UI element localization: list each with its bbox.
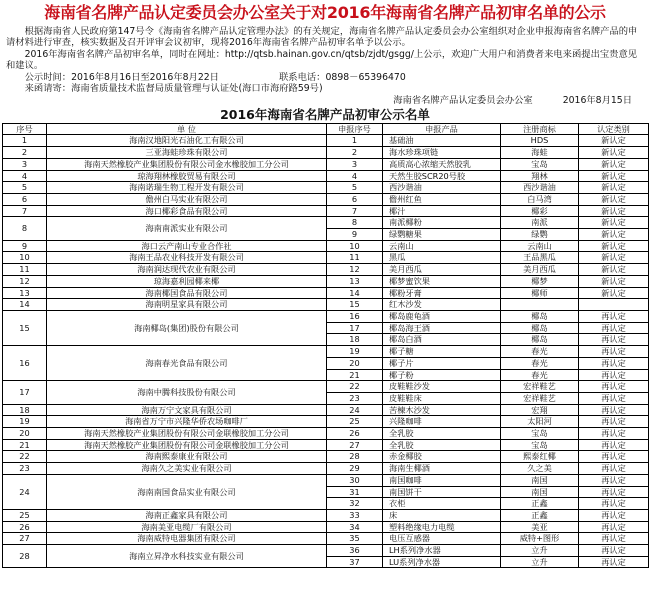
- header-company: 单 位: [47, 124, 327, 135]
- notice-period-value: 2016年8月16日至2016年8月22日: [71, 71, 219, 83]
- cell-product: LH系列净水器: [383, 545, 501, 557]
- cell-seq: 20: [3, 428, 47, 440]
- table-row: [3, 545, 649, 557]
- cell-brand: 西沙谐油: [501, 182, 579, 194]
- cell-app-no: 37: [327, 556, 383, 568]
- cell-company: 海南润达现代农业有限公司: [47, 264, 327, 276]
- cell-seq: 15: [3, 310, 47, 345]
- cell-app-no: 19: [327, 346, 383, 358]
- cell-app-no: 11: [327, 252, 383, 264]
- cell-seq: 12: [3, 275, 47, 287]
- cell-brand: 立升: [501, 556, 579, 568]
- cell-seq: 27: [3, 533, 47, 545]
- cell-seq: 3: [3, 158, 47, 170]
- cell-product: 椰粉牙膏: [383, 287, 501, 299]
- cell-category: 再认定: [579, 451, 649, 463]
- cell-product: 兴隆咖啡: [383, 416, 501, 428]
- cell-product: 南派椰粉: [383, 217, 501, 229]
- cell-app-no: 14: [327, 287, 383, 299]
- cell-company: 海南万宁文家具有限公司: [47, 404, 327, 416]
- cell-seq: 9: [3, 240, 47, 252]
- cell-app-no: 15: [327, 299, 383, 311]
- cell-app-no: 21: [327, 369, 383, 381]
- cell-brand: 椰彩: [501, 205, 579, 217]
- cell-seq: 21: [3, 439, 47, 451]
- cell-category: 再认定: [579, 556, 649, 568]
- cell-product: 西沙谐油: [383, 182, 501, 194]
- cell-product: 高质高心浓缩天然胶乳: [383, 158, 501, 170]
- cell-company: 儋州白马实业有限公司: [47, 193, 327, 205]
- header-product: 申报产品: [383, 124, 501, 135]
- cell-brand: 王品黑瓜: [501, 252, 579, 264]
- cell-category: 再认定: [579, 428, 649, 440]
- cell-category: 新认定: [579, 205, 649, 217]
- phone-label: 联系电话：: [278, 71, 326, 83]
- cell-product: 红木沙发: [383, 299, 501, 311]
- table-row: [3, 416, 649, 428]
- cell-category: 新认定: [579, 170, 649, 182]
- cell-brand: 宝岛: [501, 439, 579, 451]
- cell-seq: 5: [3, 182, 47, 194]
- cell-product: 绿鹦糖果: [383, 229, 501, 241]
- table-row: [3, 310, 649, 322]
- cell-company: 海口云产南山专业合作社: [47, 240, 327, 252]
- cell-category: 新认定: [579, 182, 649, 194]
- table-row: [3, 521, 649, 533]
- cell-category: 再认定: [579, 381, 649, 393]
- cell-category: 新认定: [579, 147, 649, 159]
- cell-seq: 19: [3, 416, 47, 428]
- cell-product: 椰岛白酒: [383, 334, 501, 346]
- issuer: 海南省名牌产品认定委员会办公室: [393, 95, 533, 107]
- cell-app-no: 18: [327, 334, 383, 346]
- cell-company: 海南天然橡胶产业集团股份有限公司金联橡胶加工分公司: [47, 428, 327, 440]
- cell-brand: 南派: [501, 217, 579, 229]
- cell-company: 海南威特电器集团有限公司: [47, 533, 327, 545]
- cell-app-no: 6: [327, 193, 383, 205]
- cell-brand: 云南山: [501, 240, 579, 252]
- cell-brand: 宏祥鞋艺: [501, 381, 579, 393]
- cell-seq: 18: [3, 404, 47, 416]
- header-seq: 序号: [3, 124, 47, 135]
- cell-product: 全乳胶: [383, 428, 501, 440]
- cell-app-no: 29: [327, 463, 383, 475]
- cell-category: 再认定: [579, 509, 649, 521]
- cell-brand: [501, 299, 579, 311]
- headline: 海南省名牌产品认定委员会办公室关于对2016年海南省名牌产品初审名单的公示: [44, 3, 606, 22]
- cell-company: 海南春光食品有限公司: [47, 346, 327, 381]
- cell-seq: 16: [3, 346, 47, 381]
- cell-brand: 南国: [501, 474, 579, 486]
- cell-company: 琼海嘉利园椰来椰: [47, 275, 327, 287]
- cell-category: 再认定: [579, 486, 649, 498]
- table-row: [3, 533, 649, 545]
- notice-period-line: [6, 72, 644, 83]
- cell-brand: 春光: [501, 357, 579, 369]
- cell-company: 海口椰彩食品有限公司: [47, 205, 327, 217]
- cell-category: 新认定: [579, 275, 649, 287]
- cell-brand: 宏翔: [501, 404, 579, 416]
- cell-category: 新认定: [579, 158, 649, 170]
- cell-company: 海南南派实业有限公司: [47, 217, 327, 240]
- cell-brand: 宝岛: [501, 428, 579, 440]
- cell-category: 再认定: [579, 439, 649, 451]
- cell-category: 再认定: [579, 521, 649, 533]
- cell-seq: 14: [3, 299, 47, 311]
- cell-seq: 1: [3, 135, 47, 147]
- cell-company: 海南明星家具有限公司: [47, 299, 327, 311]
- cell-seq: 4: [3, 170, 47, 182]
- cell-app-no: 22: [327, 381, 383, 393]
- cell-product: 美月西瓜: [383, 264, 501, 276]
- cell-company: 海南南国食品实业有限公司: [47, 474, 327, 509]
- cell-product: 椰岛鹿龟酒: [383, 310, 501, 322]
- table-row: [3, 474, 649, 486]
- cell-app-no: 3: [327, 158, 383, 170]
- table-row: [3, 170, 649, 182]
- cell-company: 海南省万宁市兴隆华侨农场咖啡厂: [47, 416, 327, 428]
- cell-app-no: 28: [327, 451, 383, 463]
- cell-seq: 7: [3, 205, 47, 217]
- cell-app-no: 9: [327, 229, 383, 241]
- cell-seq: 28: [3, 545, 47, 568]
- table-row: [3, 299, 649, 311]
- cell-category: 再认定: [579, 322, 649, 334]
- cell-app-no: 33: [327, 509, 383, 521]
- cell-company: 海南中腾科技股份有限公司: [47, 381, 327, 404]
- cell-app-no: 32: [327, 498, 383, 510]
- cell-category: 新认定: [579, 264, 649, 276]
- cell-product: 床: [383, 509, 501, 521]
- cell-app-no: 31: [327, 486, 383, 498]
- cell-brand: 南国: [501, 486, 579, 498]
- table-row: [3, 264, 649, 276]
- cell-company: 海南椰国食品有限公司: [47, 287, 327, 299]
- cell-company: 海南诺瑞生物工程开发有限公司: [47, 182, 327, 194]
- table-row: [3, 287, 649, 299]
- table-row: [3, 451, 649, 463]
- cell-product: LU系列净水器: [383, 556, 501, 568]
- table-row: [3, 509, 649, 521]
- cell-app-no: 34: [327, 521, 383, 533]
- cell-category: 新认定: [579, 135, 649, 147]
- cell-category: 新认定: [579, 229, 649, 241]
- cell-product: 海水珍珠项链: [383, 147, 501, 159]
- cell-category: 新认定: [579, 240, 649, 252]
- table-row: [3, 193, 649, 205]
- cell-app-no: 30: [327, 474, 383, 486]
- intro-paragraph-1: 根据海南省人民政府第147号令《海南省名牌产品认定管理办法》的有关规定，海南省名牌产品认定委员会办公室组织对企业申报海南省名牌产品的申请材料进行审查，核实数据及召开评审会议初审，现将2016年海南省名牌产品初审名单予以公示。: [6, 26, 638, 49]
- table-row: [3, 404, 649, 416]
- cell-brand: 春光: [501, 346, 579, 358]
- cell-product: 电压互感器: [383, 533, 501, 545]
- cell-brand: 白马湾: [501, 193, 579, 205]
- cell-brand: 久之美: [501, 463, 579, 475]
- brand-list-table: [2, 123, 649, 568]
- cell-product: 海南生椰酒: [383, 463, 501, 475]
- cell-product: 塑料绝缘电力电缆: [383, 521, 501, 533]
- cell-app-no: 17: [327, 322, 383, 334]
- cell-brand: 宝岛: [501, 158, 579, 170]
- mailing-address-value: 海南省质量技术监督局质量管理与认证处(海口市海府路59号): [71, 83, 323, 95]
- table-row: [3, 158, 649, 170]
- cell-app-no: 7: [327, 205, 383, 217]
- cell-company: 海南美亚电缆厂有限公司: [47, 521, 327, 533]
- cell-app-no: 1: [327, 135, 383, 147]
- table-row: [3, 147, 649, 159]
- cell-brand: 威特+图形: [501, 533, 579, 545]
- cell-product: 椰汁: [383, 205, 501, 217]
- cell-app-no: 35: [327, 533, 383, 545]
- cell-company: 海南天然橡胶产业集团股份有限公司金水橡胶加工分公司: [47, 158, 327, 170]
- cell-brand: 春光: [501, 369, 579, 381]
- cell-category: 新认定: [579, 193, 649, 205]
- cell-product: 赤金椰胶: [383, 451, 501, 463]
- header-brand: 注册商标: [501, 124, 579, 135]
- table-row: [3, 346, 649, 358]
- cell-seq: 10: [3, 252, 47, 264]
- cell-app-no: 26: [327, 428, 383, 440]
- cell-category: 新认定: [579, 252, 649, 264]
- cell-company: 海南天然橡胶产业集团股份有限公司金联橡胶加工分公司: [47, 439, 327, 451]
- table-row: [3, 463, 649, 475]
- cell-product: 南国饼干: [383, 486, 501, 498]
- cell-app-no: 2: [327, 147, 383, 159]
- mailing-address-label: 来函请寄：: [24, 83, 72, 95]
- table-row: [3, 217, 649, 229]
- cell-company: 海南久之美实业有限公司: [47, 463, 327, 475]
- cell-brand: 椰岛: [501, 322, 579, 334]
- cell-brand: 椰岛: [501, 310, 579, 322]
- cell-seq: 6: [3, 193, 47, 205]
- cell-product: 皮鞋鞋沙发: [383, 381, 501, 393]
- cell-company: 海南椰岛(集团)股份有限公司: [47, 310, 327, 345]
- table-body: [3, 135, 649, 568]
- table-row: [3, 135, 649, 147]
- cell-company: 琼海翔林橡胶贸易有限公司: [47, 170, 327, 182]
- cell-seq: 24: [3, 474, 47, 509]
- intro-section: [0, 26, 650, 94]
- cell-app-no: 13: [327, 275, 383, 287]
- cell-company: 三亚海蛙珍珠有限公司: [47, 147, 327, 159]
- cell-app-no: 20: [327, 357, 383, 369]
- cell-product: 衣柜: [383, 498, 501, 510]
- cell-category: [579, 299, 649, 311]
- cell-seq: 22: [3, 451, 47, 463]
- cell-category: 再认定: [579, 463, 649, 475]
- cell-app-no: 8: [327, 217, 383, 229]
- cell-app-no: 36: [327, 545, 383, 557]
- cell-brand: 宏祥鞋艺: [501, 392, 579, 404]
- cell-product: 基础油: [383, 135, 501, 147]
- table-row: [3, 182, 649, 194]
- cell-category: 再认定: [579, 474, 649, 486]
- cell-product: 椰子粉: [383, 369, 501, 381]
- cell-brand: 美亚: [501, 521, 579, 533]
- cell-seq: 13: [3, 287, 47, 299]
- intro-paragraph-2: 2016年海南省名牌产品初审名单，同时在网址：http://qtsb.hainan.gov.cn/qtsb/zjdt/gsgg/上公示，欢迎广大用户和消费者来电来函提出宝贵意见和建议。: [6, 48, 638, 72]
- cell-app-no: 24: [327, 404, 383, 416]
- cell-brand: 正鑫: [501, 498, 579, 510]
- notice-period-label: 公示时间：: [24, 71, 72, 83]
- cell-category: 再认定: [579, 498, 649, 510]
- cell-product: 椰子片: [383, 357, 501, 369]
- cell-brand: 翔林: [501, 170, 579, 182]
- table-row: [3, 275, 649, 287]
- cell-brand: 椰师: [501, 287, 579, 299]
- cell-app-no: 25: [327, 416, 383, 428]
- cell-product: 皮鞋鞋床: [383, 392, 501, 404]
- cell-seq: 11: [3, 264, 47, 276]
- cell-product: 椰梦蜜饮果: [383, 275, 501, 287]
- cell-company: 海南立昇净水科技实业有限公司: [47, 545, 327, 568]
- table-title: 2016年海南省名牌产品初审公示名单: [220, 107, 430, 123]
- signature-line: [0, 94, 650, 107]
- table-row: [3, 252, 649, 264]
- cell-brand: 太阳河: [501, 416, 579, 428]
- cell-category: 再认定: [579, 346, 649, 358]
- cell-app-no: 16: [327, 310, 383, 322]
- table-row: [3, 381, 649, 393]
- cell-seq: 26: [3, 521, 47, 533]
- cell-category: 新认定: [579, 217, 649, 229]
- cell-company: 海南汉地阳光石油化工有限公司: [47, 135, 327, 147]
- mailing-address-line: [6, 83, 644, 94]
- cell-seq: 23: [3, 463, 47, 475]
- table-row: [3, 428, 649, 440]
- cell-brand: 立升: [501, 545, 579, 557]
- phone-value: 0898－65396470: [325, 71, 406, 83]
- cell-brand: HDS: [501, 135, 579, 147]
- issue-date: 2016年8月15日: [562, 95, 632, 107]
- cell-seq: 8: [3, 217, 47, 240]
- cell-brand: 美月西瓜: [501, 264, 579, 276]
- table-row: [3, 439, 649, 451]
- cell-category: 再认定: [579, 545, 649, 557]
- header-category: 认定类别: [579, 124, 649, 135]
- cell-app-no: 12: [327, 264, 383, 276]
- cell-category: 再认定: [579, 416, 649, 428]
- cell-category: 再认定: [579, 357, 649, 369]
- cell-category: 再认定: [579, 369, 649, 381]
- cell-product: 全乳胶: [383, 439, 501, 451]
- cell-brand: 椰梦: [501, 275, 579, 287]
- cell-product: 苦楝木沙发: [383, 404, 501, 416]
- cell-product: 天然生胶SCR20号胶: [383, 170, 501, 182]
- cell-product: 儋州红鱼: [383, 193, 501, 205]
- cell-category: 再认定: [579, 404, 649, 416]
- cell-category: 再认定: [579, 392, 649, 404]
- cell-category: 再认定: [579, 310, 649, 322]
- cell-app-no: 27: [327, 439, 383, 451]
- cell-brand: 绿鹦: [501, 229, 579, 241]
- cell-product: 黑瓜: [383, 252, 501, 264]
- cell-app-no: 4: [327, 170, 383, 182]
- cell-product: 云南山: [383, 240, 501, 252]
- cell-brand: 椰岛: [501, 334, 579, 346]
- cell-product: 椰子糖: [383, 346, 501, 358]
- cell-category: 再认定: [579, 533, 649, 545]
- cell-brand: 熙泰红椰: [501, 451, 579, 463]
- table-row: [3, 240, 649, 252]
- cell-product: 椰岛海王酒: [383, 322, 501, 334]
- cell-product: 南国咖啡: [383, 474, 501, 486]
- cell-app-no: 5: [327, 182, 383, 194]
- header-app-no: 申报序号: [327, 124, 383, 135]
- cell-company: 海南正鑫家具有限公司: [47, 509, 327, 521]
- cell-company: 海南王品农业科技开发有限公司: [47, 252, 327, 264]
- cell-app-no: 23: [327, 392, 383, 404]
- table-header-row: [3, 124, 649, 135]
- cell-brand: 海蛙: [501, 147, 579, 159]
- cell-app-no: 10: [327, 240, 383, 252]
- cell-brand: 正鑫: [501, 509, 579, 521]
- cell-category: 再认定: [579, 334, 649, 346]
- cell-seq: 2: [3, 147, 47, 159]
- table-row: [3, 205, 649, 217]
- cell-seq: 17: [3, 381, 47, 404]
- cell-category: 新认定: [579, 287, 649, 299]
- cell-seq: 25: [3, 509, 47, 521]
- cell-company: 海南熙泰康业有限公司: [47, 451, 327, 463]
